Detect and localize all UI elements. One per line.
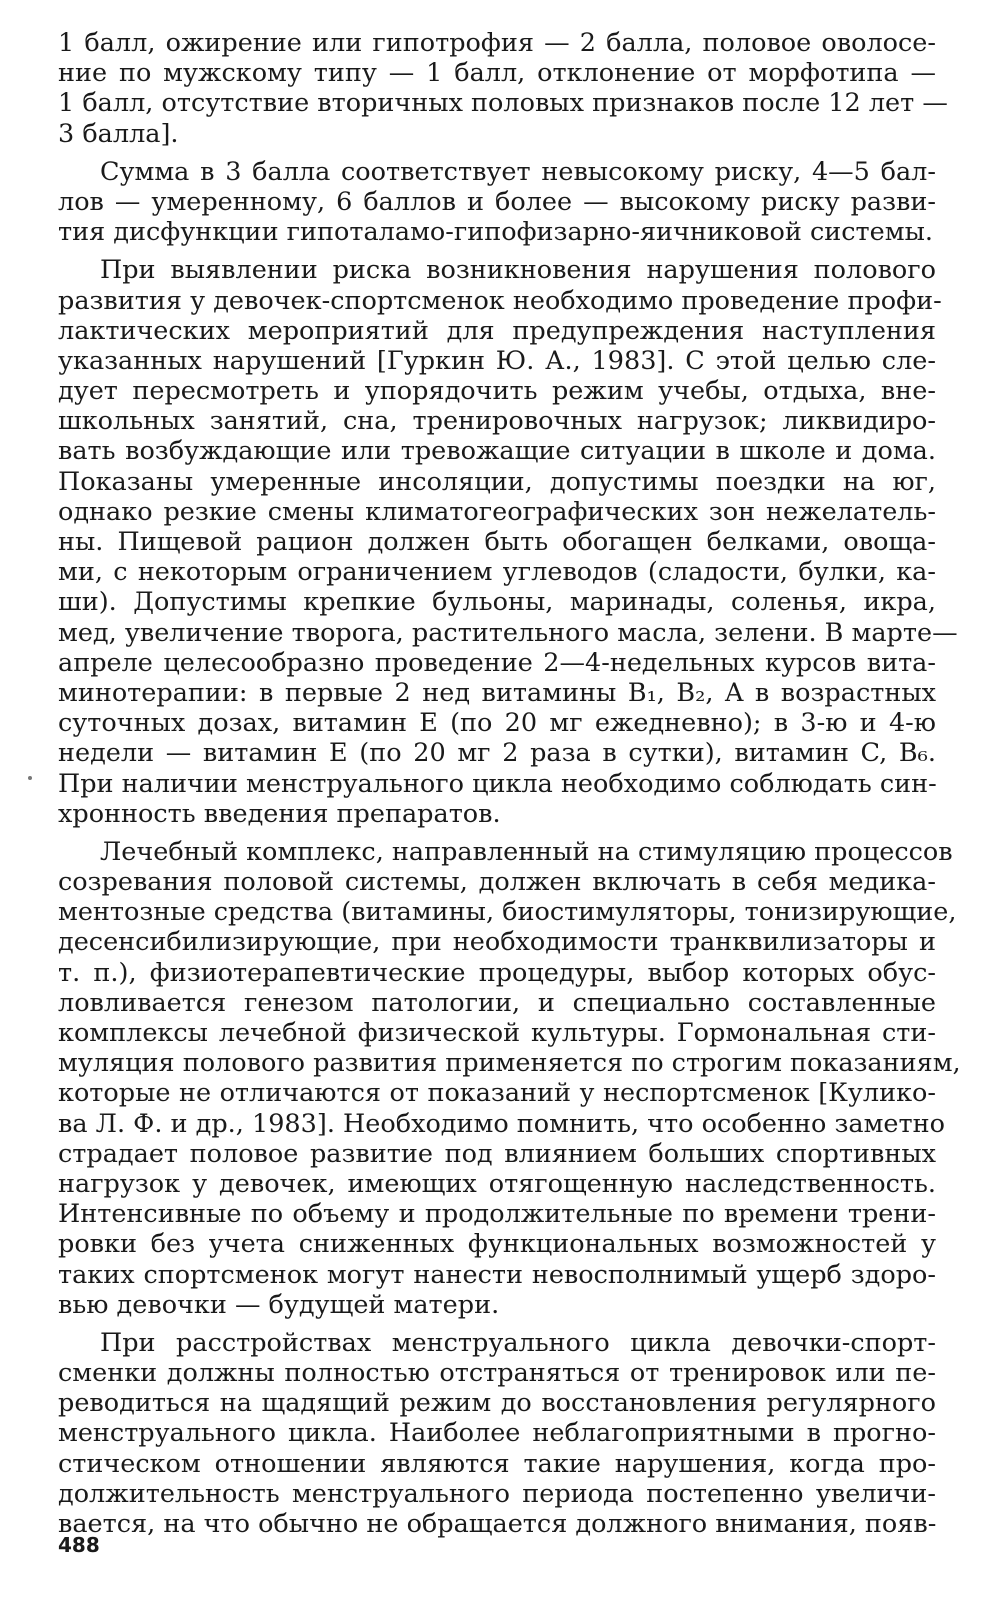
text-line: менструального цикла. Наиболее неблагоприятными в прогно- xyxy=(58,1418,936,1449)
paragraph xyxy=(58,1328,936,1539)
text-line: муляция полового развития применяется по строгим показаниям, xyxy=(58,1048,961,1079)
text-line: развития у девочек-спортсменок необходимо проведение профи- xyxy=(58,285,942,316)
paragraph xyxy=(58,255,958,829)
paragraph xyxy=(58,157,936,248)
page-number: 488 xyxy=(58,1533,100,1557)
text-line: однако резкие смены климатогеографических зон нежелатель- xyxy=(58,496,936,527)
text-line: лов — умеренному, 6 баллов и более — высокому риску разви- xyxy=(58,186,936,217)
text-line: 1 балл, ожирение или гипотрофия — 2 балла, половое оволосе- xyxy=(58,28,936,58)
text-line: сменки должны полностью отстраняться от тренировок или пе- xyxy=(58,1358,936,1389)
paragraph-gap xyxy=(58,1320,936,1328)
text-line: мед, увеличение творога, растительного масла, зелени. В марте— xyxy=(58,617,958,648)
text-line: которые не отличаются от показаний у неспортсменок [Кулико- xyxy=(58,1078,936,1109)
text-line: реводиться на щадящий режим до восстановления регулярного xyxy=(58,1388,936,1419)
text-line: Интенсивные по объему и продолжительные по времени трени- xyxy=(58,1199,936,1230)
text-line: т. п.), физиотерапевтические процедуры, выбор которых обус- xyxy=(58,957,936,988)
paragraph xyxy=(58,836,961,1320)
text-line: 3 балла]. xyxy=(58,118,179,149)
text-line: Показаны умеренные инсоляции, допустимы поездки на юг, xyxy=(58,466,936,497)
text-line: При расстройствах менструального цикла девочки-спорт- xyxy=(100,1327,936,1358)
text-line: комплексы лечебной физической культуры. Гормональная сти- xyxy=(58,1018,936,1048)
text-line: ловливается генезом патологии, и специально составленные xyxy=(58,987,936,1018)
text-line: 1 балл, отсутствие вторичных половых признаков после 12 лет — xyxy=(58,88,948,119)
text-line: тия дисфункции гипоталамо-гипофизарно-яичниковой системы. xyxy=(58,217,933,248)
text-line: ровки без учета сниженных функциональных возможностей у xyxy=(58,1229,936,1260)
paragraph-gap xyxy=(58,149,936,157)
text-line: страдает половое развитие под влиянием больших спортивных xyxy=(58,1138,936,1169)
text-line: ва Л. Ф. и др., 1983]. Необходимо помнить, что особенно заметно xyxy=(58,1108,945,1139)
text-line: При выявлении риска возникновения нарушения полового xyxy=(100,255,936,286)
text-line: минотерапии: в первые 2 нед витамины B₁, B₂, A в возрастных xyxy=(58,677,936,708)
text-line: указанных нарушений [Гуркин Ю. А., 1983]. С этой целью сле- xyxy=(58,345,936,376)
text-line: созревания половой системы, должен включать в себя медика- xyxy=(58,867,936,898)
text-line: При наличии менструального цикла необходимо соблюдать син- xyxy=(58,768,937,799)
text-line: вать возбуждающие или тревожащие ситуации в школе и дома. xyxy=(58,436,936,467)
text-line: недели — витамин E (по 20 мг 2 раза в сутки), витамин C, B₆. xyxy=(58,738,936,769)
text-line: ние по мужскому типу — 1 балл, отклонение от морфотипа — xyxy=(58,58,936,89)
text-line: Лечебный комплекс, направленный на стимуляцию процессов xyxy=(100,836,953,867)
text-line: лактических мероприятий для предупреждения наступления xyxy=(58,315,936,346)
text-line: вается, на что обычно не обращается должного внимания, появ- xyxy=(58,1509,937,1539)
paragraph-gap xyxy=(58,247,936,255)
text-line: дует пересмотреть и упорядочить режим учебы, отдыха, вне- xyxy=(58,376,936,407)
text-line: хронность введения препаратов. xyxy=(58,798,501,829)
text-line: апреле целесообразно проведение 2—4-недельных курсов вита- xyxy=(58,647,936,678)
text-line: Сумма в 3 балла соответствует невысокому риску, 4—5 бал- xyxy=(100,156,936,187)
text-line: десенсибилизирующие, при необходимости транквилизаторы и xyxy=(58,927,936,958)
text-line: ми, с некоторым ограничением углеводов (сладости, булки, ка- xyxy=(58,557,936,588)
text-line: таких спортсменок могут нанести невосполнимый ущерб здоро- xyxy=(58,1259,936,1290)
text-line: нагрузок у девочек, имеющих отягощенную наследственность. xyxy=(58,1168,936,1199)
paragraph xyxy=(58,28,948,149)
scan-speck xyxy=(28,776,32,780)
text-line: школьных занятий, сна, тренировочных нагрузок; ликвидиро- xyxy=(58,406,936,437)
text-line: вью девочки — будущей матери. xyxy=(58,1289,500,1320)
text-line: ши). Допустимы крепкие бульоны, маринады, соленья, икра, xyxy=(58,587,936,618)
text-line: должительность менструального периода постепенно увеличи- xyxy=(58,1478,936,1509)
text-line: суточных дозах, витамин E (по 20 мг ежедневно); в 3-ю и 4-ю xyxy=(58,708,936,739)
text-line: ментозные средства (витамины, биостимуляторы, тонизирующие, xyxy=(58,897,957,928)
page-text-body xyxy=(58,28,961,1539)
text-line: ны. Пищевой рацион должен быть обогащен белками, овоща- xyxy=(58,527,936,557)
book-page xyxy=(58,28,961,1568)
paragraph-gap xyxy=(58,829,936,837)
text-line: стическом отношении являются такие нарушения, когда про- xyxy=(58,1448,936,1479)
